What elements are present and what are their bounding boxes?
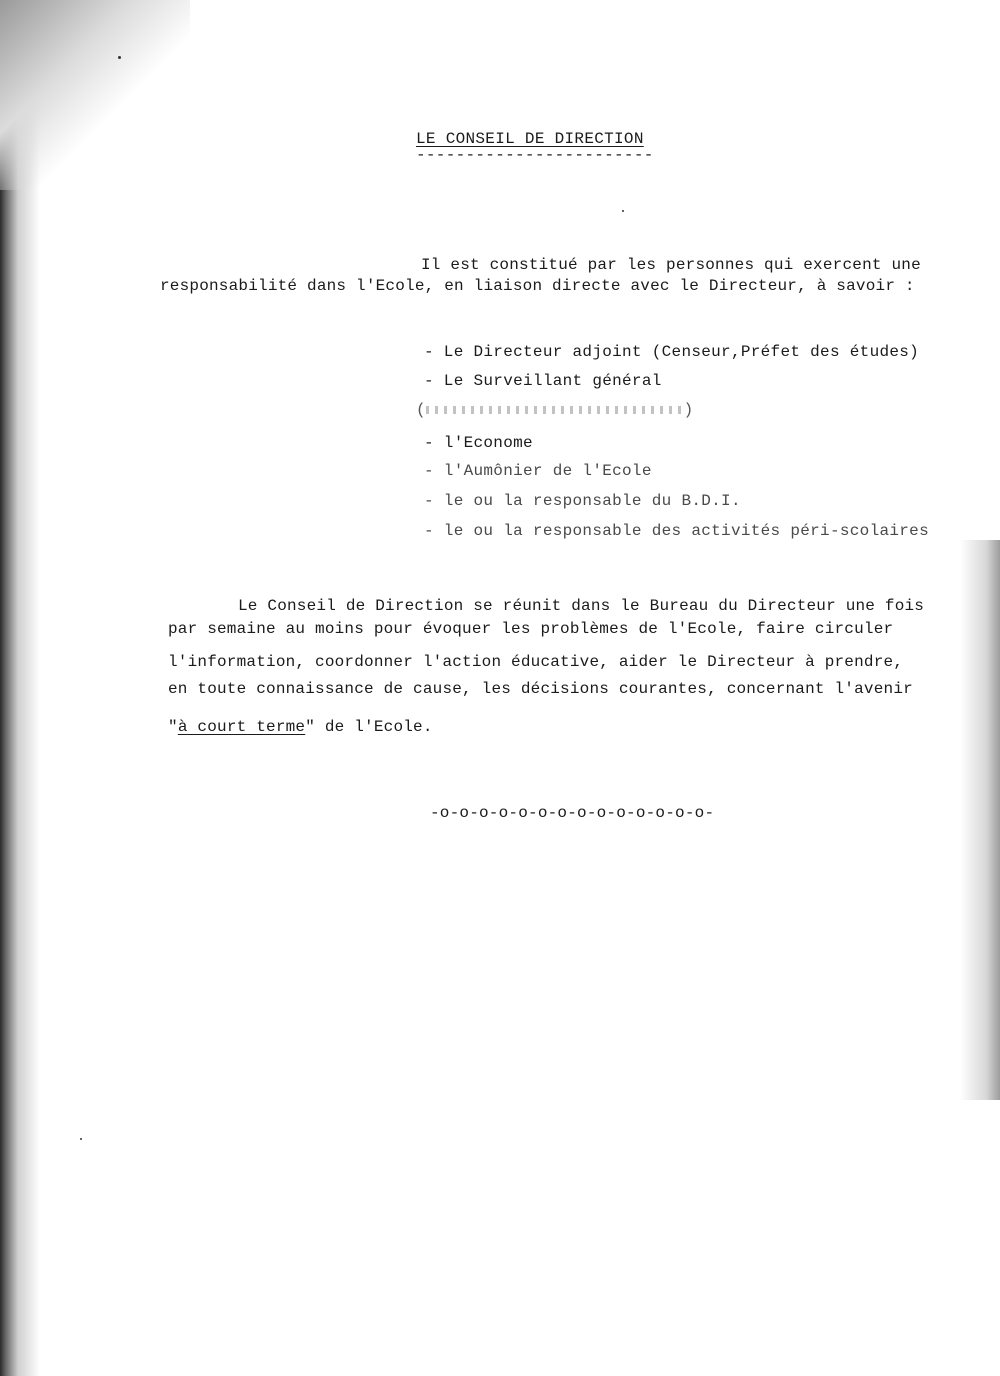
- paragraph-tail: de l'Ecole.: [315, 718, 433, 736]
- paragraph-line: par semaine au moins pour évoquer les problèmes de l'Ecole, faire circuler: [168, 620, 894, 638]
- ink-speck: [118, 56, 121, 59]
- list-item: - le ou la responsable des activités péri-scolaires: [424, 522, 929, 540]
- list-item: - Le Directeur adjoint (Censeur,Préfet des études): [424, 343, 920, 361]
- emphasized-phrase: à court terme: [177, 718, 306, 736]
- ink-speck: [622, 210, 624, 212]
- scan-shadow-left: [0, 0, 40, 1376]
- scan-shadow-corner: [0, 0, 190, 190]
- list-item: - Le Surveillant général: [424, 372, 662, 390]
- ink-speck: [80, 1138, 82, 1140]
- intro-line-1: Il est constitué par les personnes qui exercent une: [421, 256, 921, 274]
- list-item: - l'Aumônier de l'Ecole: [424, 462, 652, 480]
- quote-mark: ": [168, 718, 178, 736]
- scan-shadow-right: [960, 540, 1000, 1100]
- page-title: LE CONSEIL DE DIRECTION: [416, 130, 644, 148]
- paragraph-line: [168, 718, 433, 736]
- list-item: - le ou la responsable du B.D.I.: [424, 492, 741, 510]
- quote-mark: ": [305, 718, 316, 736]
- paragraph-line: l'information, coordonner l'action éducative, aider le Directeur à prendre,: [168, 653, 904, 671]
- intro-line-2: responsabilité dans l'Ecole, en liaison directe avec le Directeur, à savoir :: [160, 277, 915, 295]
- paragraph-line: en toute connaissance de cause, les décisions courantes, concernant l'avenir: [168, 680, 913, 698]
- section-separator: -o-o-o-o-o-o-o-o-o-o-o-o-o-o-: [430, 804, 715, 822]
- paragraph-line: Le Conseil de Direction se réunit dans le Bureau du Directeur une fois: [238, 597, 925, 615]
- list-item: - l'Econome: [424, 434, 533, 452]
- redacted-line: ( ): [416, 401, 694, 419]
- redacted-text: [426, 406, 684, 414]
- title-dashed-underline: ------------------------: [416, 146, 654, 164]
